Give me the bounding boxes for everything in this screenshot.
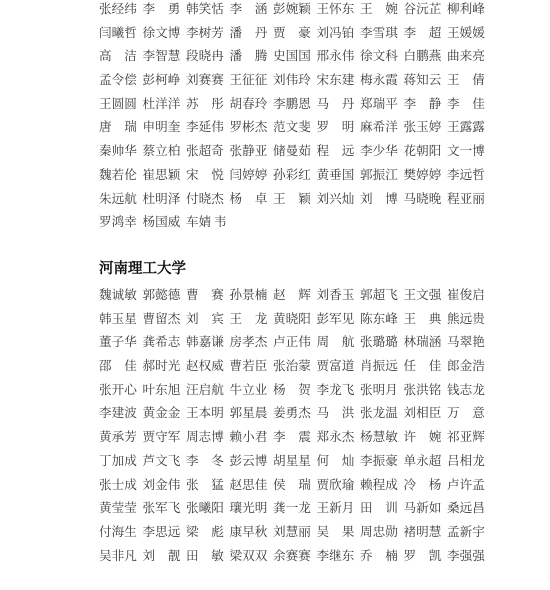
person-name: 贾 豪: [273, 24, 311, 40]
person-name: 付晓杰: [186, 190, 224, 206]
person-name: 胡春玲: [229, 95, 268, 111]
person-name: 张经纬: [99, 1, 137, 16]
person-name: 祁亚辉: [447, 429, 485, 445]
person-name: 房孝杰: [229, 334, 268, 350]
person-name: 张开心: [99, 381, 137, 397]
person-name: 王文强: [403, 287, 442, 302]
person-name: 申明奎: [142, 119, 181, 135]
person-name: 郎金浩: [447, 358, 485, 374]
person-name: 叶东旭: [142, 381, 181, 397]
person-name: 单永超: [403, 452, 442, 468]
person-name: 吴 果: [316, 523, 355, 539]
person-name: 刘赛赛: [186, 72, 224, 88]
person-name: 彭军见: [316, 310, 355, 326]
person-name: 韩嘉谦: [186, 334, 224, 350]
person-name: 何 灿: [316, 452, 355, 468]
person-name: 赵思佳: [229, 476, 268, 492]
person-name: 王 颖: [273, 190, 311, 206]
person-name: 程亚丽: [447, 190, 485, 206]
person-name: 李思远: [142, 523, 181, 539]
person-name: 宋 悦: [186, 166, 224, 182]
person-name: 储曼茹: [273, 143, 311, 159]
name-row: [99, 330, 491, 354]
person-name: 罗彬杰: [229, 119, 268, 135]
person-name: 张治蒙: [273, 358, 311, 374]
person-name: 杨 卓: [229, 190, 268, 206]
person-name: 李建波: [99, 405, 137, 421]
person-name: 郭星晨: [229, 405, 268, 421]
person-name: 周忠勋: [360, 523, 398, 539]
person-name: 万 意: [447, 405, 485, 421]
person-name: 朱远航: [99, 190, 137, 206]
person-name: 余赛赛: [273, 547, 311, 563]
name-row: [99, 283, 491, 307]
name-row: [99, 210, 491, 234]
person-name: 白鹏燕: [403, 48, 442, 64]
name-row: [99, 425, 491, 449]
person-name: 刘 靓: [142, 547, 181, 563]
person-name: 牛立业: [229, 381, 268, 397]
person-name: 王 龙: [229, 310, 268, 326]
person-name: 王 倩: [447, 72, 485, 88]
name-row: [99, 187, 491, 211]
person-name: 马 丹: [316, 95, 355, 111]
person-name: 黄莹莹: [99, 500, 137, 516]
person-name: 许 婉: [403, 429, 442, 445]
person-name: 高 洁: [99, 48, 137, 64]
name-row: [99, 163, 491, 187]
person-name: 罗 明: [316, 119, 355, 135]
person-name: 李 冬: [186, 452, 224, 468]
person-name: 李鹏恩: [273, 95, 311, 111]
person-name: 文一博: [447, 143, 485, 159]
person-name: 赖程成: [360, 476, 398, 492]
person-name: 梅永霞: [360, 72, 398, 88]
person-name: 张士成: [99, 476, 137, 492]
person-name: 王媛媛: [447, 24, 485, 40]
person-name: 王新月: [316, 500, 355, 516]
person-name: 邵 佳: [99, 358, 137, 374]
person-name: 李 超: [403, 24, 442, 40]
person-name: 任 佳: [403, 358, 442, 374]
name-row: [99, 0, 491, 21]
person-name: 范文斐: [273, 119, 311, 135]
person-name: 崔俊启: [447, 287, 485, 302]
person-name: 赵权威: [186, 358, 224, 374]
person-name: 彭云博: [229, 452, 268, 468]
person-name: 王本明: [186, 405, 224, 421]
person-name: 韩笑恬: [186, 1, 224, 16]
person-name: 吴非凡: [99, 547, 137, 563]
person-name: 刘冯铂: [316, 24, 355, 40]
person-name: 康早秋: [229, 523, 268, 539]
person-name: 刘相臣: [403, 405, 442, 421]
person-name: 曹若臣: [229, 358, 268, 374]
person-name: 张超奇: [186, 143, 224, 159]
person-name: 邢永伟: [316, 48, 355, 64]
name-row: [99, 307, 491, 331]
person-name: 姜勇杰: [273, 405, 311, 421]
person-name: 李树芳: [186, 24, 224, 40]
person-name: 崔思颖: [142, 166, 181, 182]
person-name: 潘 丹: [229, 24, 268, 40]
person-name: 贾守军: [142, 429, 181, 445]
person-name: 郑瑞平: [360, 95, 398, 111]
person-name: 孟新宇: [447, 523, 485, 539]
person-name: 李强强: [447, 547, 485, 563]
person-name: 闫曦哲: [99, 24, 137, 40]
person-name: 桑远昌: [447, 500, 485, 516]
person-name: 段晓冉: [186, 48, 224, 64]
person-name: 徐文科: [360, 48, 398, 64]
person-name: 程 远: [316, 143, 355, 159]
person-name: 冷 杨: [403, 476, 442, 492]
person-name: 刘 博: [360, 190, 398, 206]
person-name: 马翠艳: [447, 334, 485, 350]
name-row: [99, 544, 491, 568]
person-name: 徐文博: [142, 24, 181, 40]
person-name: 梁双双: [229, 547, 268, 563]
person-name: 李 涵: [229, 1, 268, 16]
name-row: [99, 449, 491, 473]
person-name: 马 洪: [316, 405, 355, 421]
person-name: 李 佳: [447, 95, 485, 111]
person-name: 刘金伟: [142, 476, 181, 492]
person-name: 张龙温: [360, 405, 398, 421]
person-name: 付海生: [99, 523, 137, 539]
person-name: 贾富道: [316, 358, 355, 374]
person-name: 黄承芳: [99, 429, 137, 445]
person-name: 刘 宾: [186, 310, 224, 326]
person-name: 杨国威: [142, 214, 181, 230]
person-name: 王露露: [447, 119, 485, 135]
person-name: 黄垂国: [316, 166, 355, 182]
person-name: 黄金金: [142, 405, 181, 421]
person-name: 张明月: [360, 381, 398, 397]
person-name: 李智慧: [142, 48, 181, 64]
person-name: 唐 瑞: [99, 119, 137, 135]
person-name: 车婧: [186, 214, 212, 230]
person-name: 瓖光明: [229, 500, 268, 516]
person-name: 张军飞: [142, 500, 181, 516]
person-name: 谷沅芷: [403, 1, 442, 16]
name-row: [99, 473, 491, 497]
person-name: 马晓晚: [403, 190, 442, 206]
person-name: 李延伟: [186, 119, 224, 135]
person-name: 李远哲: [447, 166, 485, 182]
person-name: 蔡立柏: [142, 143, 181, 159]
person-name: 郭超飞: [360, 287, 398, 302]
person-name: 孙彩红: [273, 166, 311, 182]
person-name: 卢许孟: [447, 476, 485, 492]
person-name: 刘香玉: [316, 287, 355, 302]
person-name: 卢正伟: [273, 334, 311, 350]
person-name: 贾欣瑜: [316, 476, 355, 492]
person-name: 赖小君: [229, 429, 268, 445]
name-row: [99, 354, 491, 378]
person-name: 孟令偿: [99, 72, 137, 88]
person-name: 王征征: [229, 72, 268, 88]
person-name: 杨慧敏: [360, 429, 398, 445]
person-name: 李振豪: [360, 452, 398, 468]
person-name: 杜明泽: [142, 190, 181, 206]
name-list-henan-polytechnic: [99, 283, 491, 567]
person-name: 彭柯峥: [142, 72, 181, 88]
person-name: 苏 彤: [186, 95, 224, 111]
person-name: 郝时光: [142, 358, 181, 374]
person-name: 芦文飞: [142, 452, 181, 468]
person-name: 彭婉颖: [273, 1, 311, 16]
person-name: 李少华: [360, 143, 398, 159]
section-title: 河南理工大学: [99, 261, 186, 277]
name-list-top: [99, 0, 491, 234]
name-row: [99, 378, 491, 402]
person-name: 张玉婷: [403, 119, 442, 135]
person-name: 李龙飞: [316, 381, 355, 397]
person-name: 熊远贵: [447, 310, 485, 326]
person-name: 龚一龙: [273, 500, 311, 516]
name-row: [99, 92, 491, 116]
name-row: [99, 21, 491, 45]
person-name: 郑永杰: [316, 429, 355, 445]
person-name: 秦帅华: [99, 143, 137, 159]
person-name: 杨 贺: [273, 381, 311, 397]
person-name: 王圆圆: [99, 95, 137, 111]
person-name: 吕相龙: [447, 452, 485, 468]
person-name: 林瑞涵: [403, 334, 442, 350]
person-name: 曹 赛: [186, 287, 224, 302]
name-row: [99, 139, 491, 163]
person-name: 汪启航: [186, 381, 224, 397]
person-name: 杜洋洋: [142, 95, 181, 111]
person-name: 宋东建: [316, 72, 355, 88]
person-name: 李雪琪: [360, 24, 398, 40]
person-name: 潘 腾: [229, 48, 268, 64]
person-name: 周志博: [186, 429, 224, 445]
person-name: 闫婷婷: [229, 166, 268, 182]
person-name: 田 敏: [186, 547, 224, 563]
person-name: 史国国: [273, 48, 311, 64]
person-name: 郭懿德: [142, 287, 181, 302]
name-row: [99, 401, 491, 425]
person-name: 樊婷婷: [403, 166, 442, 182]
person-name: 柳利峰: [447, 1, 485, 16]
person-name: 刘伟玲: [273, 72, 311, 88]
person-name: 赵 辉: [273, 287, 311, 302]
person-name: 蒋知云: [403, 72, 442, 88]
person-name: 曲来亮: [447, 48, 485, 64]
person-name: 梁 彪: [186, 523, 224, 539]
person-name: 肖振远: [360, 358, 398, 374]
person-name: 麻希洋: [360, 119, 398, 135]
person-name: 罗鸿幸: [99, 214, 137, 230]
person-name: 黄晓阳: [273, 310, 311, 326]
person-name: 韦: [214, 214, 227, 230]
person-name: 胡星星: [273, 452, 311, 468]
person-name: 刘兴灿: [316, 190, 355, 206]
name-row: [99, 115, 491, 139]
person-name: 李 震: [273, 429, 311, 445]
person-name: 罗 凯: [403, 547, 442, 563]
person-name: 王 婉: [360, 1, 398, 16]
person-name: 丁加成: [99, 452, 137, 468]
person-name: 褚明慧: [403, 523, 442, 539]
person-name: 曹留杰: [142, 310, 181, 326]
person-name: 花朝阳: [403, 143, 442, 159]
person-name: 王 典: [403, 310, 442, 326]
person-name: 张璐璐: [360, 334, 398, 350]
person-name: 张 猛: [186, 476, 224, 492]
person-name: 李继东: [316, 547, 355, 563]
person-name: 马新如: [403, 500, 442, 516]
person-name: 龚希志: [142, 334, 181, 350]
person-name: 乔 楠: [360, 547, 398, 563]
person-name: 魏诚敏: [99, 287, 137, 302]
person-name: 钱志龙: [447, 381, 485, 397]
person-name: 魏若伦: [99, 166, 137, 182]
person-name: 韩玉星: [99, 310, 137, 326]
person-name: 郭振江: [360, 166, 398, 182]
person-name: 刘慧丽: [273, 523, 311, 539]
person-name: 田 训: [360, 500, 398, 516]
name-row: [99, 68, 491, 92]
person-name: 陈东峰: [360, 310, 398, 326]
person-name: 李 勇: [142, 1, 181, 16]
person-name: 孙景楠: [229, 287, 268, 302]
person-name: 侯 瑞: [273, 476, 311, 492]
person-name: 李 静: [403, 95, 442, 111]
person-name: 张静亚: [229, 143, 268, 159]
person-name: 董子华: [99, 334, 137, 350]
person-name: 张曦阳: [186, 500, 224, 516]
name-row: [99, 496, 491, 520]
person-name: 王怀东: [316, 1, 355, 16]
person-name: 张洪铭: [403, 381, 442, 397]
person-name: 周 航: [316, 334, 355, 350]
name-row: [99, 44, 491, 68]
name-row: [99, 520, 491, 544]
